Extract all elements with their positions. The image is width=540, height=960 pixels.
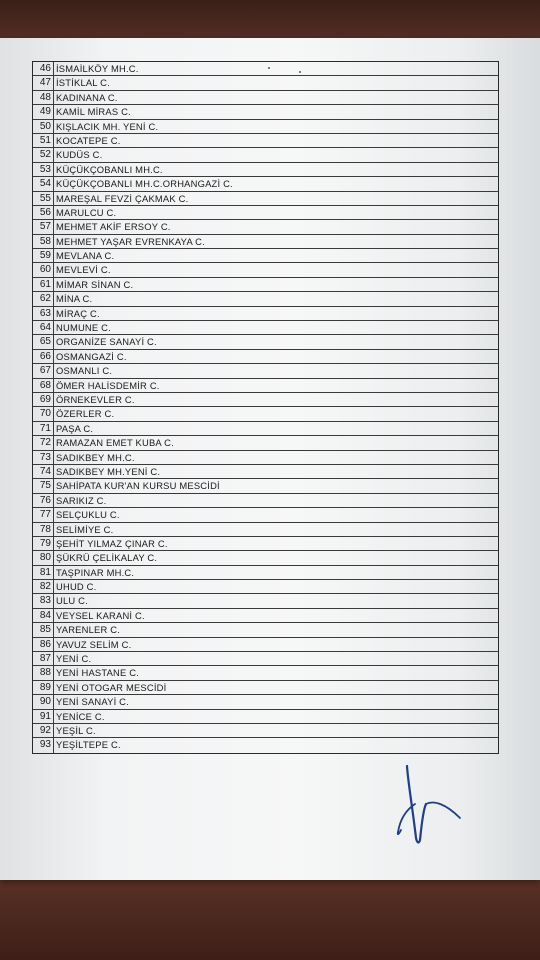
table-row <box>33 580 498 594</box>
row-number: 62 <box>33 292 54 305</box>
table-row <box>33 681 498 695</box>
row-name: ŞÜKRÜ ÇELİKALAY C. <box>56 552 158 564</box>
row-name: MEVLANA C. <box>56 250 115 262</box>
row-name: RAMAZAN EMET KUBA C. <box>56 437 174 449</box>
row-number: 87 <box>33 652 54 665</box>
row-number: 57 <box>33 220 54 233</box>
row-name: KADINANA C. <box>56 91 118 103</box>
table-row <box>33 638 498 652</box>
row-number: 52 <box>33 148 54 161</box>
row-number: 63 <box>33 307 54 320</box>
table-row <box>33 307 498 321</box>
row-number: 70 <box>33 407 54 420</box>
table-row <box>33 206 498 220</box>
row-name: MEHMET AKİF ERSOY C. <box>56 221 171 233</box>
row-number: 67 <box>33 364 54 377</box>
row-number: 51 <box>33 134 54 147</box>
row-name: OSMANLI C. <box>56 365 113 377</box>
row-number: 79 <box>33 537 54 550</box>
row-name: PAŞA C. <box>56 422 94 434</box>
row-number: 82 <box>33 580 54 593</box>
row-name: OSMANGAZİ C. <box>56 350 127 362</box>
row-number: 61 <box>33 278 54 291</box>
row-name: TAŞPINAR MH.C. <box>56 566 135 578</box>
row-number: 83 <box>33 594 54 607</box>
table-row <box>33 163 498 177</box>
row-number: 48 <box>33 91 54 104</box>
table-row <box>33 120 498 134</box>
row-name: ŞEHİT YILMAZ ÇINAR C. <box>56 537 168 549</box>
row-number: 76 <box>33 494 54 507</box>
row-name: MEVLEVİ C. <box>56 264 111 276</box>
row-name: YEŞİL C. <box>56 724 96 736</box>
row-number: 77 <box>33 508 54 521</box>
row-number: 47 <box>33 76 54 89</box>
table-row <box>33 566 498 580</box>
row-number: 53 <box>33 163 54 176</box>
table-row <box>33 695 498 709</box>
table-row <box>33 508 498 522</box>
row-name: KÜÇÜKÇOBANLI MH.C.ORHANGAZİ C. <box>56 178 233 190</box>
row-number: 74 <box>33 465 54 478</box>
row-name: YENİCE C. <box>56 710 105 722</box>
row-name: MARULCU C. <box>56 206 117 218</box>
table-row <box>33 724 498 738</box>
row-name: KIŞLACIK MH. YENİ C. <box>56 120 159 132</box>
row-name: ÖMER HALİSDEMİR C. <box>56 379 160 391</box>
table-row <box>33 551 498 565</box>
row-number: 73 <box>33 451 54 464</box>
row-number: 75 <box>33 479 54 492</box>
row-number: 68 <box>33 379 54 392</box>
table-row <box>33 652 498 666</box>
table-row <box>33 278 498 292</box>
row-name: MEHMET YAŞAR EVRENKAYA C. <box>56 235 205 247</box>
row-name: VEYSEL KARANİ C. <box>56 609 145 621</box>
table-row <box>33 220 498 234</box>
table-row <box>33 292 498 306</box>
row-number: 69 <box>33 393 54 406</box>
row-number: 90 <box>33 695 54 708</box>
row-name: SELİMİYE C. <box>56 523 114 535</box>
row-name: YARENLER C. <box>56 624 121 636</box>
row-number: 46 <box>33 62 54 75</box>
row-number: 65 <box>33 335 54 348</box>
row-number: 93 <box>33 738 54 752</box>
table-row <box>33 537 498 551</box>
row-number: 88 <box>33 666 54 679</box>
table-row <box>33 422 498 436</box>
table-row <box>33 134 498 148</box>
row-number: 80 <box>33 551 54 564</box>
row-name: NUMUNE C. <box>56 322 111 334</box>
row-number: 84 <box>33 609 54 622</box>
row-number: 50 <box>33 120 54 133</box>
row-name: YAVUZ SELİM C. <box>56 638 132 650</box>
row-number: 55 <box>33 192 54 205</box>
table-row <box>33 76 498 90</box>
row-number: 71 <box>33 422 54 435</box>
row-number: 60 <box>33 263 54 276</box>
row-name: YENİ OTOGAR MESCİDİ <box>56 681 167 693</box>
row-name: YENİ SANAYİ C. <box>56 696 129 708</box>
row-name: KAMİL MİRAS C. <box>56 106 131 118</box>
row-number: 86 <box>33 638 54 651</box>
table-row <box>33 235 498 249</box>
row-number: 81 <box>33 566 54 579</box>
table-row <box>33 350 498 364</box>
row-name: MİMAR SİNAN C. <box>56 278 134 290</box>
row-number: 91 <box>33 710 54 723</box>
row-number: 78 <box>33 523 54 536</box>
row-number: 85 <box>33 623 54 636</box>
table-row <box>33 62 498 76</box>
table-row <box>33 523 498 537</box>
row-name: UHUD C. <box>56 581 97 593</box>
table-row <box>33 738 498 752</box>
row-number: 56 <box>33 206 54 219</box>
table-row <box>33 379 498 393</box>
row-name: İSMAİLKÖY MH.C. <box>56 63 139 74</box>
table-row <box>33 263 498 277</box>
row-name: ORGANİZE SANAYİ C. <box>56 336 157 348</box>
mosque-list-table <box>32 61 499 754</box>
row-number: 89 <box>33 681 54 694</box>
table-row <box>33 364 498 378</box>
table-row <box>33 192 498 206</box>
row-number: 92 <box>33 724 54 737</box>
table-row <box>33 335 498 349</box>
row-name: YENİ HASTANE C. <box>56 667 140 679</box>
row-number: 58 <box>33 235 54 248</box>
row-name: ÖRNEKEVLER C. <box>56 393 135 405</box>
row-name: KOCATEPE C. <box>56 134 121 146</box>
row-name: MAREŞAL FEVZİ ÇAKMAK C. <box>56 192 189 204</box>
row-name: SADIKBEY MH.C. <box>56 451 135 463</box>
row-name: SARIKIZ C. <box>56 494 107 506</box>
row-name: MİRAÇ C. <box>56 307 100 319</box>
row-name: SELÇUKLU C. <box>56 509 120 521</box>
row-name: YEŞİLTEPE C. <box>56 739 121 751</box>
table-row <box>33 321 498 335</box>
row-number: 59 <box>33 249 54 262</box>
desk-surface-bottom <box>0 875 540 960</box>
table-row <box>33 594 498 608</box>
table-row <box>33 105 498 119</box>
row-number: 72 <box>33 436 54 449</box>
table-row <box>33 148 498 162</box>
row-name: YENİ C. <box>56 653 92 665</box>
table-row <box>33 249 498 263</box>
table-row <box>33 436 498 450</box>
row-name: SADIKBEY MH.YENİ C. <box>56 465 161 477</box>
row-name: SAHİPATA KUR'AN KURSU MESCİDİ <box>56 480 220 492</box>
row-number: 66 <box>33 350 54 363</box>
row-number: 64 <box>33 321 54 334</box>
row-name: KUDÜS C. <box>56 149 103 161</box>
row-name: ULU C. <box>56 595 88 607</box>
row-name: KÜÇÜKÇOBANLI MH.C. <box>56 163 163 175</box>
table-row <box>33 465 498 479</box>
table-row <box>33 666 498 680</box>
table-row <box>33 494 498 508</box>
table-row <box>33 407 498 421</box>
row-number: 49 <box>33 105 54 118</box>
handwritten-signature-icon <box>390 760 470 850</box>
table-row <box>33 451 498 465</box>
table-row <box>33 710 498 724</box>
table-row <box>33 177 498 191</box>
row-name: İSTİKLAL C. <box>56 77 110 89</box>
table-row <box>33 609 498 623</box>
table-row <box>33 393 498 407</box>
table-row <box>33 91 498 105</box>
row-name: MİNA C. <box>56 293 93 305</box>
row-name: ÖZERLER C. <box>56 408 115 420</box>
table-row <box>33 623 498 637</box>
row-number: 54 <box>33 177 54 190</box>
table-row <box>33 479 498 493</box>
